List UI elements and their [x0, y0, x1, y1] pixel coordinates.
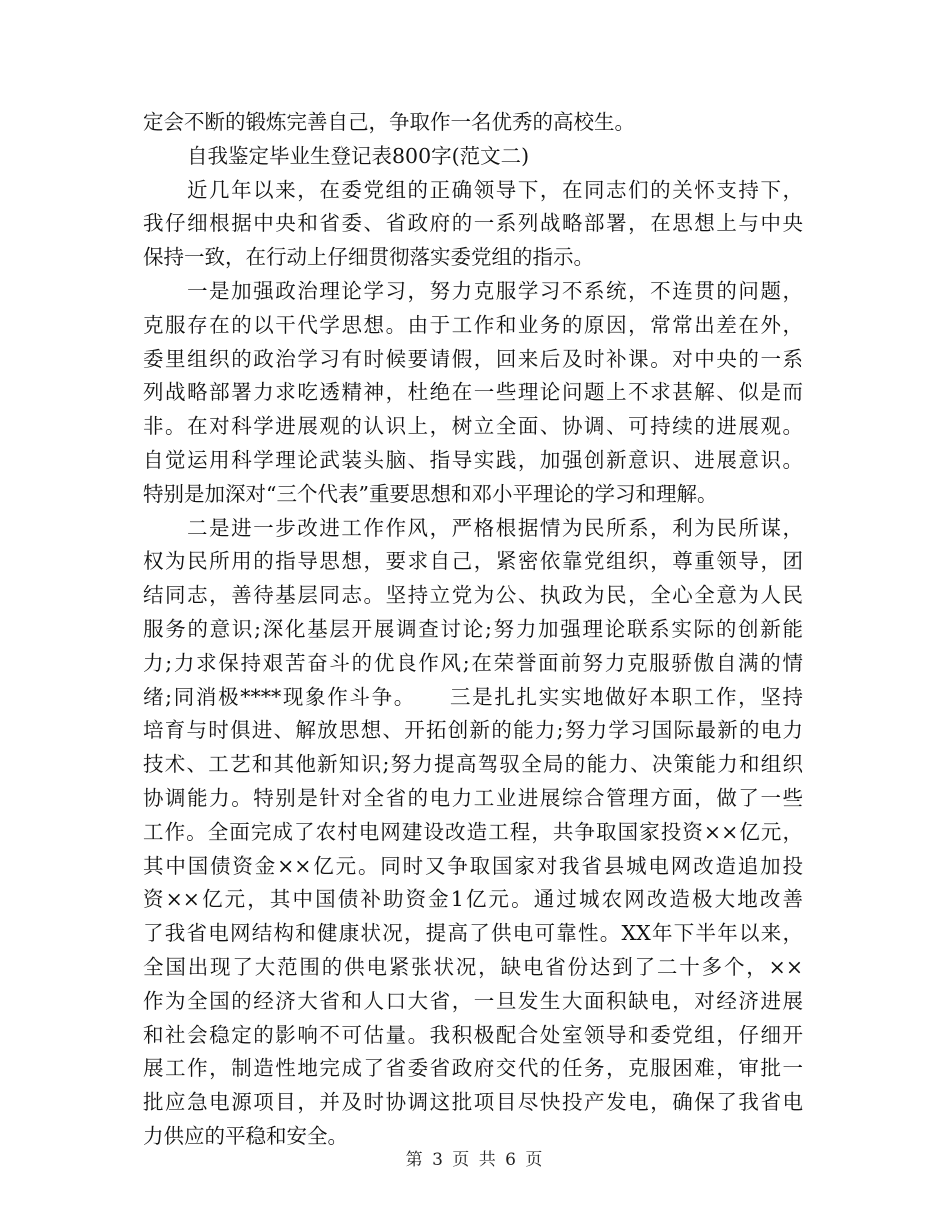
text-line: 了我省电网结构和健康状况，提高了供电可靠性。XX年下半年以来，: [143, 921, 803, 946]
text-line: 委里组织的政治学习有时候要请假，回来后及时补课。对中央的一系: [143, 346, 803, 371]
text-line: 作为全国的经济大省和人口大省，一旦发生大面积缺电，对经济进展: [143, 988, 803, 1013]
text-line: 和社会稳定的影响不可估量。我积极配合处室领导和委党组，仔细开: [143, 1022, 803, 1047]
text-line: 培育与时俱进、解放思想、开拓创新的能力;努力学习国际最新的电力: [143, 718, 803, 743]
text-line: 近几年以来，在委党组的正确领导下，在同志们的关怀支持下，: [187, 177, 803, 202]
text-line: 展工作，制造性地完成了省委省政府交代的任务，克服困难，审批一: [143, 1056, 803, 1081]
text-line: 克服存在的以干代学思想。由于工作和业务的原因，常常出差在外，: [143, 312, 803, 337]
text-line: 定会不断的锻炼完善自己，争取作一名优秀的高校生。: [143, 110, 635, 134]
text-line: 我仔细根据中央和省委、省政府的一系列战略部署，在思想上与中央: [143, 211, 803, 236]
text-line: 权为民所用的指导思想，要求自己，紧密依靠党组织，尊重领导，团: [143, 549, 803, 574]
text-line: 结同志，善待基层同志。坚持立党为公、执政为民，全心全意为人民: [143, 583, 803, 608]
text-line: 资××亿元，其中国债补助资金1亿元。通过城农网改造极大地改善: [143, 887, 803, 912]
text-line: 力;力求保持艰苦奋斗的优良作风;在荣誉面前努力克服骄傲自满的情: [143, 650, 803, 675]
text-line: 特别是加深对“三个代表”重要思想和邓小平理论的学习和理解。: [143, 481, 718, 506]
page-number: 第 3 页 共 6 页: [405, 1150, 545, 1170]
text-line: 批应急电源项目，并及时协调这批项目尽快投产发电，确保了我省电: [143, 1090, 803, 1115]
text-line: 技术、工艺和其他新知识;努力提高驾驭全局的能力、决策能力和组织: [143, 752, 803, 777]
document-body: [143, 106, 803, 1154]
text-line: 二是进一步改进工作作风，严格根据情为民所系，利为民所谋，: [187, 515, 803, 540]
text-line: 非。在对科学进展观的认识上，树立全面、协调、可持续的进展观。: [143, 414, 803, 439]
section-heading: 自我鉴定毕业生登记表800字(范文二): [187, 143, 530, 168]
text-line: 全国出现了大范围的供电紧张状况，缺电省份达到了二十多个，××: [143, 954, 803, 979]
text-line: 一是加强政治理论学习，努力克服学习不系统，不连贯的问题，: [187, 278, 803, 303]
text-line: 协调能力。特别是针对全省的电力工业进展综合管理方面，做了一些: [143, 785, 803, 810]
text-line: 自觉运用科学理论武装头脑、指导实践，加强创新意识、进展意识。: [143, 447, 803, 472]
text-line: 工作。全面完成了农村电网建设改造工程，共争取国家投资××亿元，: [143, 819, 803, 844]
text-line: 服务的意识;深化基层开展调查讨论;努力加强理论联系实际的创新能: [143, 616, 803, 641]
text-line: 其中国债资金××亿元。同时又争取国家对我省县城电网改造追加投: [143, 853, 803, 878]
text-line: 绪;同消极****现象作斗争。 三是扎扎实实地做好本职工作，坚持: [143, 684, 803, 709]
text-line: 力供应的平稳和安全。: [143, 1123, 348, 1148]
text-line: 保持一致，在行动上仔细贯彻落实委党组的指示。: [143, 245, 594, 270]
text-line: 列战略部署力求吃透精神，杜绝在一些理论问题上不求甚解、似是而: [143, 380, 803, 405]
